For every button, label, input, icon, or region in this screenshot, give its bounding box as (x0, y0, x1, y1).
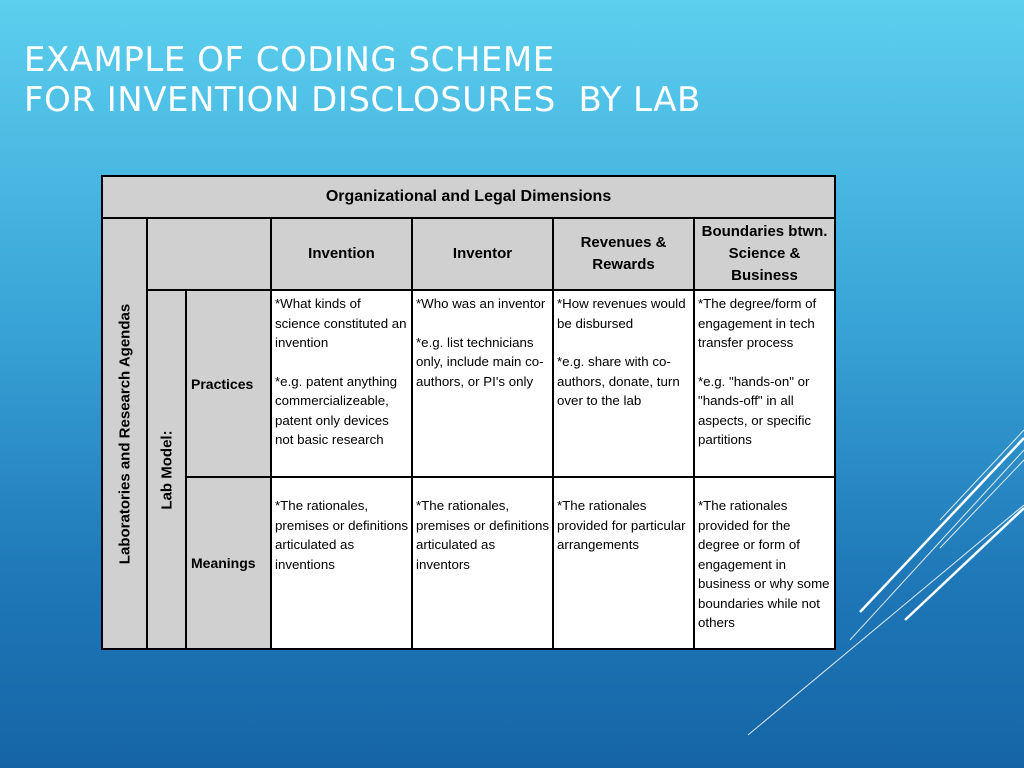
practices-boundaries-cell (694, 290, 835, 477)
meanings-invention-cell (271, 477, 412, 649)
cell-text: *e.g. list technicians only, include main co-authors, or PI's only (416, 334, 544, 389)
cell-text: *The degree/form of engagement in tech transfer process (698, 296, 817, 350)
column-header-invention: Invention (271, 218, 412, 290)
cell-text: *The rationales, premises or definitions articulated as inventors (416, 498, 550, 572)
column-header-revenues: Revenues & Rewards (553, 218, 694, 290)
outer-side-label-cell (102, 218, 147, 649)
cell-text: *The rationales provided for the degree or form of engagement in business or why some boundaries while not others (698, 498, 830, 630)
cell-text: *Who was an inventor (416, 296, 546, 311)
coding-scheme-table (101, 175, 836, 650)
outer-side-label: Laboratories and Research Agendas (116, 303, 133, 564)
slide-title (24, 40, 701, 120)
meanings-revenues-cell (553, 477, 694, 649)
title-line-2: FOR INVENTION DISCLOSURES BY LAB (24, 80, 701, 120)
meanings-inventor-cell (412, 477, 553, 649)
column-header-boundaries: Boundaries btwn. Science & Business (694, 218, 835, 290)
title-line-1: EXAMPLE OF CODING SCHEME (24, 40, 555, 80)
cell-text: *The rationales provided for particular arrangements (557, 498, 686, 552)
row-label-practices: Practices (186, 290, 271, 477)
column-header-inventor: Inventor (412, 218, 553, 290)
meanings-boundaries-cell (694, 477, 835, 649)
inner-side-label: Lab Model: (158, 429, 175, 510)
dimensions-header: Organizational and Legal Dimensions (102, 176, 835, 218)
cell-text: *How revenues would be disbursed (557, 296, 686, 331)
inner-side-label-cell (147, 290, 186, 649)
cell-text: *e.g. share with co-authors, donate, turn over to the lab (557, 354, 680, 408)
row-label-meanings: Meanings (186, 477, 271, 649)
cell-text: *e.g. "hands-on" or "hands-off" in all aspects, or specific partitions (698, 373, 812, 447)
empty-corner-cell (147, 218, 271, 290)
cell-text: *The rationales, premises or definitions articulated as inventions (275, 498, 409, 572)
cell-text: *e.g. patent anything commercializeable, patent only devices not basic research (275, 373, 397, 447)
practices-invention-cell (271, 290, 412, 477)
practices-revenues-cell (553, 290, 694, 477)
cell-text: *What kinds of science constituted an invention (275, 296, 407, 350)
practices-inventor-cell (412, 290, 553, 477)
